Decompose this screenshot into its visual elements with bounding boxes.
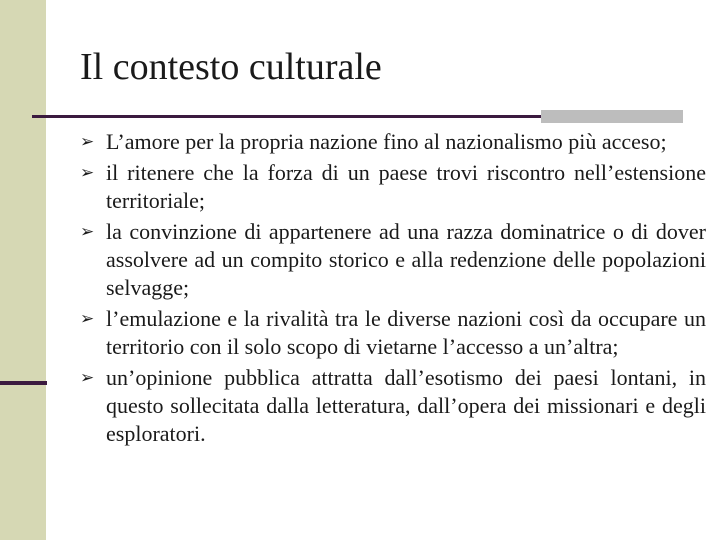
arrow-bullet-icon: ➢	[80, 163, 95, 183]
arrow-bullet-icon: ➢	[80, 222, 95, 242]
arrow-bullet-icon: ➢	[80, 368, 95, 388]
bullet-item	[80, 159, 706, 215]
arrow-bullet-icon: ➢	[80, 309, 95, 329]
decorative-sidebar	[0, 0, 46, 540]
bullet-item	[80, 128, 706, 156]
bullet-text: l’emulazione e la rivalità tra le diverse nazioni così da occupare un territorio con il solo scopo di vietarne l’accesso a un’altra;	[106, 306, 706, 359]
bullet-item	[80, 218, 706, 302]
slide-title: Il contesto culturale	[80, 46, 382, 88]
bullet-list	[80, 128, 706, 451]
bullet-text: il ritenere che la forza di un paese trovi riscontro nell’estensione territoriale;	[106, 160, 706, 213]
bullet-text: la convinzione di appartenere ad una razza dominatrice o di dover assolvere ad un compito storico e alla redenzione delle popolazioni selvagge;	[106, 219, 706, 300]
bullet-text: L’amore per la propria nazione fino al nazionalismo più acceso;	[106, 129, 667, 154]
bullet-item	[80, 364, 706, 448]
arrow-bullet-icon: ➢	[80, 132, 95, 152]
bullet-item	[80, 305, 706, 361]
decorative-sidebar-mark	[0, 381, 47, 385]
title-underline	[32, 115, 541, 118]
title-underline-accent	[541, 110, 683, 123]
bullet-text: un’opinione pubblica attratta dall’esotismo dei paesi lontani, in questo sollecitata dalla letteratura, dall’opera dei missionari e degli esploratori.	[106, 365, 706, 446]
